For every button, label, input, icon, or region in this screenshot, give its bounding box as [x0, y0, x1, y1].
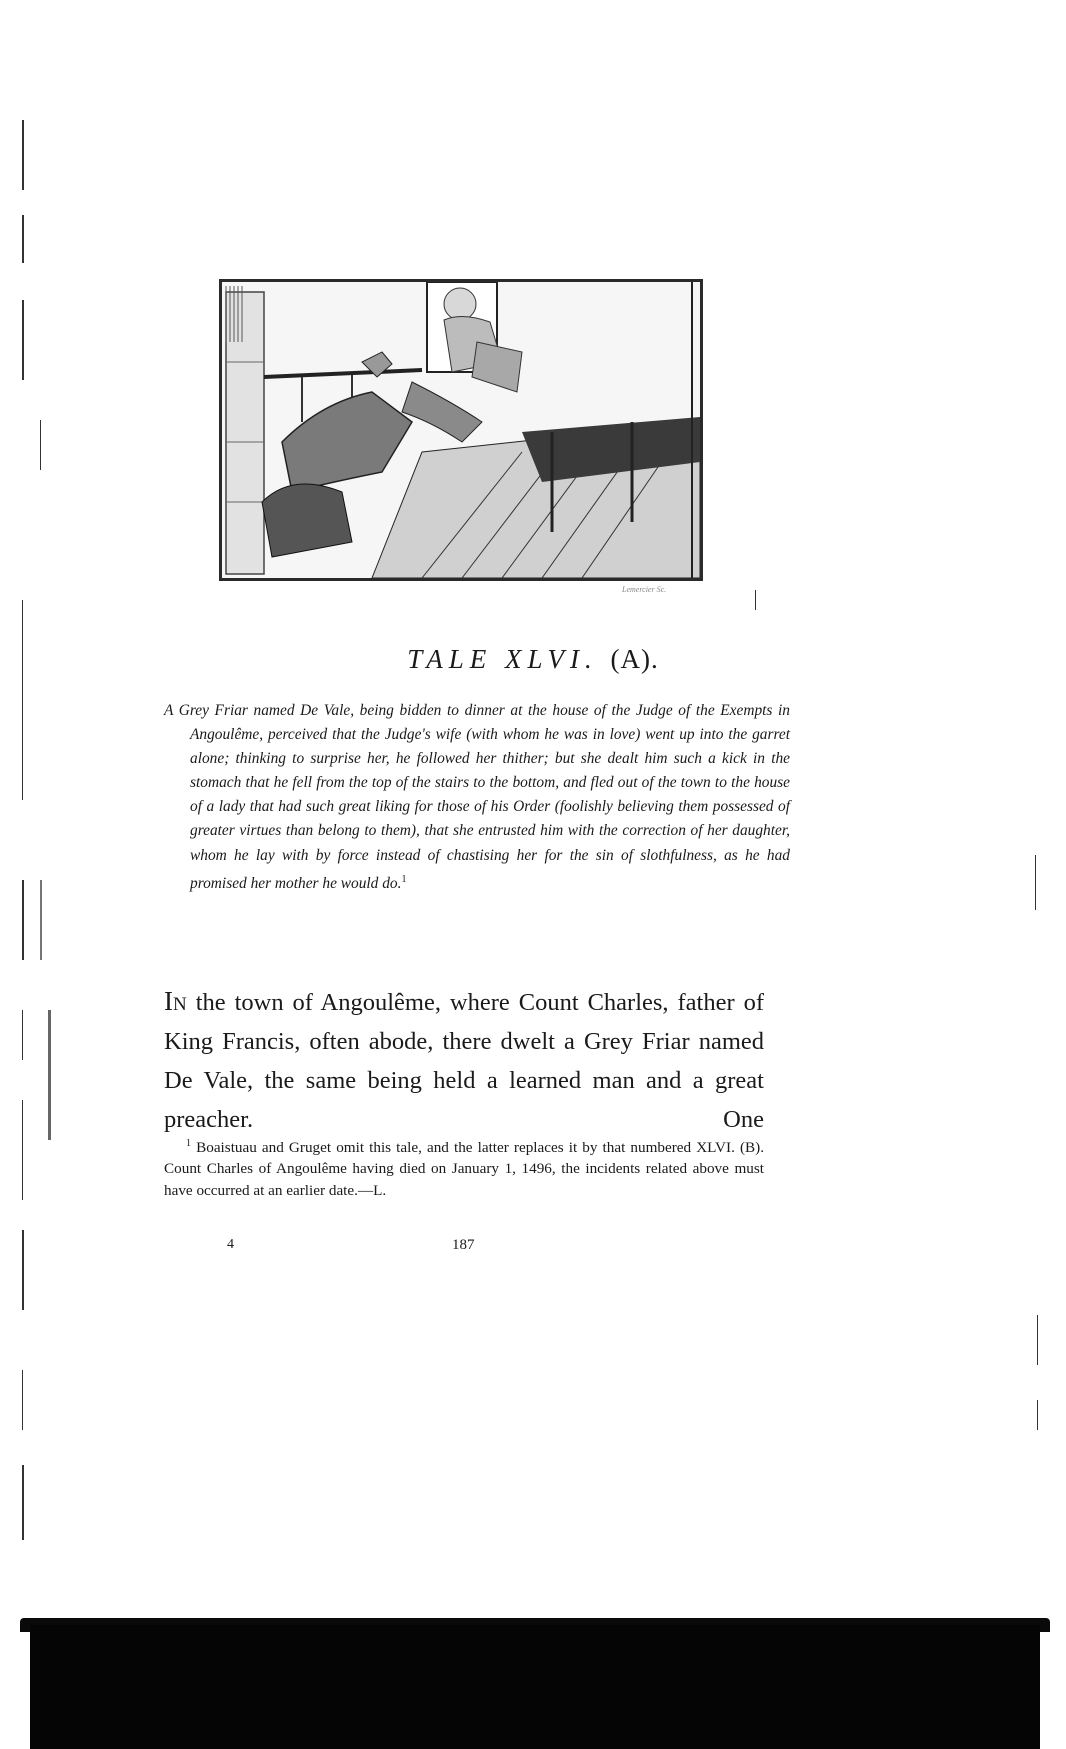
- body-paragraph: the town of Angoulême, where Count Charles, father of King Francis, often abode, there dwelt a Grey Friar named De Vale, the same being held a learned man and a great preacher. One: [164, 989, 765, 1133]
- scan-margin-line: [1035, 855, 1036, 910]
- tale-body-text: [164, 982, 764, 1139]
- footnote-mark: 1: [186, 1138, 191, 1149]
- tale-argument: [164, 699, 790, 896]
- scan-margin-line: [48, 1010, 51, 1140]
- scan-margin-line: [22, 1370, 23, 1430]
- engraver-credit: Lemercier Sc.: [622, 585, 667, 594]
- scan-margin-line: [22, 880, 24, 960]
- footnote-text: Boaistuau and Gruget omit this tale, and the latter replaces it by that numbered XLVI. (B). Count Charles of Angoulême having died on January 1, 1496, the incidents related above must have occurred at an earlier date.—L.: [164, 1139, 765, 1199]
- scan-margin-line: [22, 1100, 23, 1200]
- footnote: [164, 1133, 764, 1201]
- scan-margin-line: [1037, 1400, 1038, 1430]
- scan-margin-line: [755, 590, 756, 610]
- scan-margin-line: [22, 120, 24, 190]
- scan-margin-line: [40, 880, 42, 960]
- scan-shadow-band: [30, 1625, 1040, 1749]
- tale-title-text: TALE XLVI.: [407, 644, 598, 674]
- scan-margin-line: [1037, 1315, 1038, 1365]
- scan-margin-line: [22, 1010, 23, 1060]
- tale-illustration: [219, 279, 703, 581]
- argument-footnote-mark: 1: [401, 873, 407, 885]
- scan-margin-line: [22, 300, 24, 380]
- engraving-scene: [222, 282, 700, 578]
- printer-signature-mark: 4: [227, 1237, 234, 1252]
- argument-text: A Grey Friar named De Vale, being bidden to dinner at the house of the Judge of the Exempts in Angoulême, perceived that the Judge's wife (with whom he was in love) went up into the garret alone; thinking to surprise her, he followed her thither; but she dealt him such a kick in the stomach that he fell from the top of the stairs to the bottom, and fled out of the town to the house of a lady that had such great liking for those of his Order (foolishly believing them possessed of greater virtues than belong to them), that she entrusted him with the correction of her daughter, whom he lay with by force instead of chastising her for the sin of slothfulness, as he had promised her mother he would do.: [164, 702, 790, 892]
- scan-margin-line: [40, 420, 41, 470]
- scan-margin-line: [22, 600, 23, 800]
- scan-margin-line: [22, 1230, 24, 1310]
- body-first-word: In: [164, 986, 187, 1016]
- tale-title-suffix: (A).: [610, 644, 659, 674]
- scan-margin-line: [22, 215, 24, 263]
- scan-margin-line: [22, 1465, 24, 1540]
- page-number: 187: [452, 1237, 475, 1253]
- tale-title: [0, 644, 1066, 675]
